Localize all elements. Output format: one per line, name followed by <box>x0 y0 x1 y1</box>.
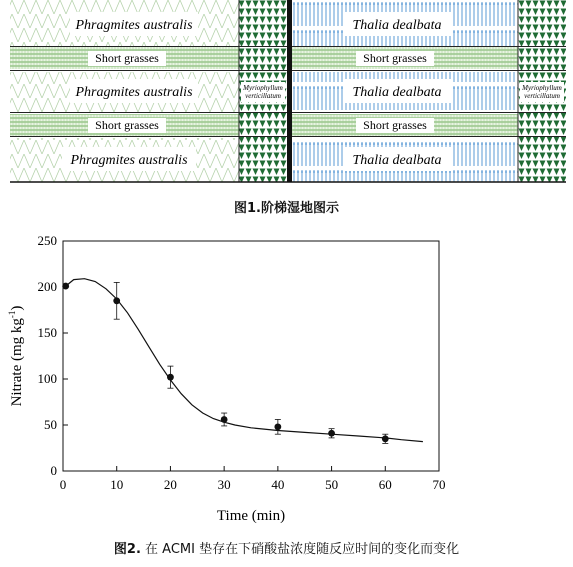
figure2-caption-number: 图2. <box>113 542 141 557</box>
y-axis-label <box>7 306 25 407</box>
data-points <box>62 283 388 443</box>
x-axis-ticks <box>60 466 446 492</box>
x-tick-label: 70 <box>432 477 446 492</box>
label-myrio-right-2: verticillatum <box>524 92 560 100</box>
x-tick-label: 20 <box>163 477 177 492</box>
x-tick-label: 40 <box>271 477 285 492</box>
x-tick-label: 0 <box>59 477 67 492</box>
data-point <box>113 297 120 304</box>
x-tick-label: 50 <box>325 477 339 492</box>
data-point <box>221 416 228 423</box>
plot-frame <box>63 241 439 471</box>
label-phragmites-1: Phragmites australis <box>75 18 193 33</box>
y-tick-label: 250 <box>37 233 57 248</box>
label-myrio-right-1: Myriophyllum <box>522 84 562 92</box>
central-partition <box>287 0 292 182</box>
x-axis-label: Time (min) <box>216 508 286 524</box>
data-point <box>382 435 389 442</box>
label-short-grasses-1: Short grasses <box>95 51 159 65</box>
label-myrio-left-2: verticillatum <box>245 92 281 100</box>
label-thalia-3: Thalia dealbata <box>352 153 442 168</box>
y-tick-label: 150 <box>37 325 57 340</box>
x-tick-label: 30 <box>217 477 231 492</box>
label-short-grasses-4: Short grasses <box>363 118 427 132</box>
y-tick-label: 200 <box>37 279 57 294</box>
x-tick-label: 60 <box>378 477 392 492</box>
error-bars <box>114 282 389 443</box>
label-thalia-1: Thalia dealbata <box>352 18 442 33</box>
figure2-caption <box>0 538 573 557</box>
y-axis-label-end: ) <box>9 305 25 311</box>
data-point <box>274 423 281 430</box>
y-tick-label: 100 <box>37 371 57 386</box>
data-point <box>167 374 174 381</box>
y-axis-label-main: Nitrate (mg kg <box>9 318 25 407</box>
label-phragmites-2: Phragmites australis <box>75 85 193 100</box>
label-short-grasses-2: Short grasses <box>95 118 159 132</box>
data-point <box>62 283 69 290</box>
data-point <box>328 430 335 437</box>
label-phragmites-3: Phragmites australis <box>70 153 188 168</box>
wetland-diagram <box>0 0 573 190</box>
figure2-caption-text: 在 ACMI 垫存在下硝酸盐浓度随反应时间的变化而变化 <box>145 542 460 557</box>
label-thalia-2: Thalia dealbata <box>352 85 442 100</box>
y-axis-label-sup: -1 <box>7 310 17 319</box>
nitrate-chart <box>0 226 573 526</box>
fit-curve <box>66 279 423 442</box>
x-tick-label: 10 <box>110 477 124 492</box>
y-tick-label: 50 <box>44 417 57 432</box>
label-myrio-left-1: Myriophyllum <box>243 84 283 92</box>
figure1-caption: 图1.阶梯湿地图示 <box>234 201 339 216</box>
label-short-grasses-3: Short grasses <box>363 51 427 65</box>
y-tick-label: 0 <box>50 463 57 478</box>
